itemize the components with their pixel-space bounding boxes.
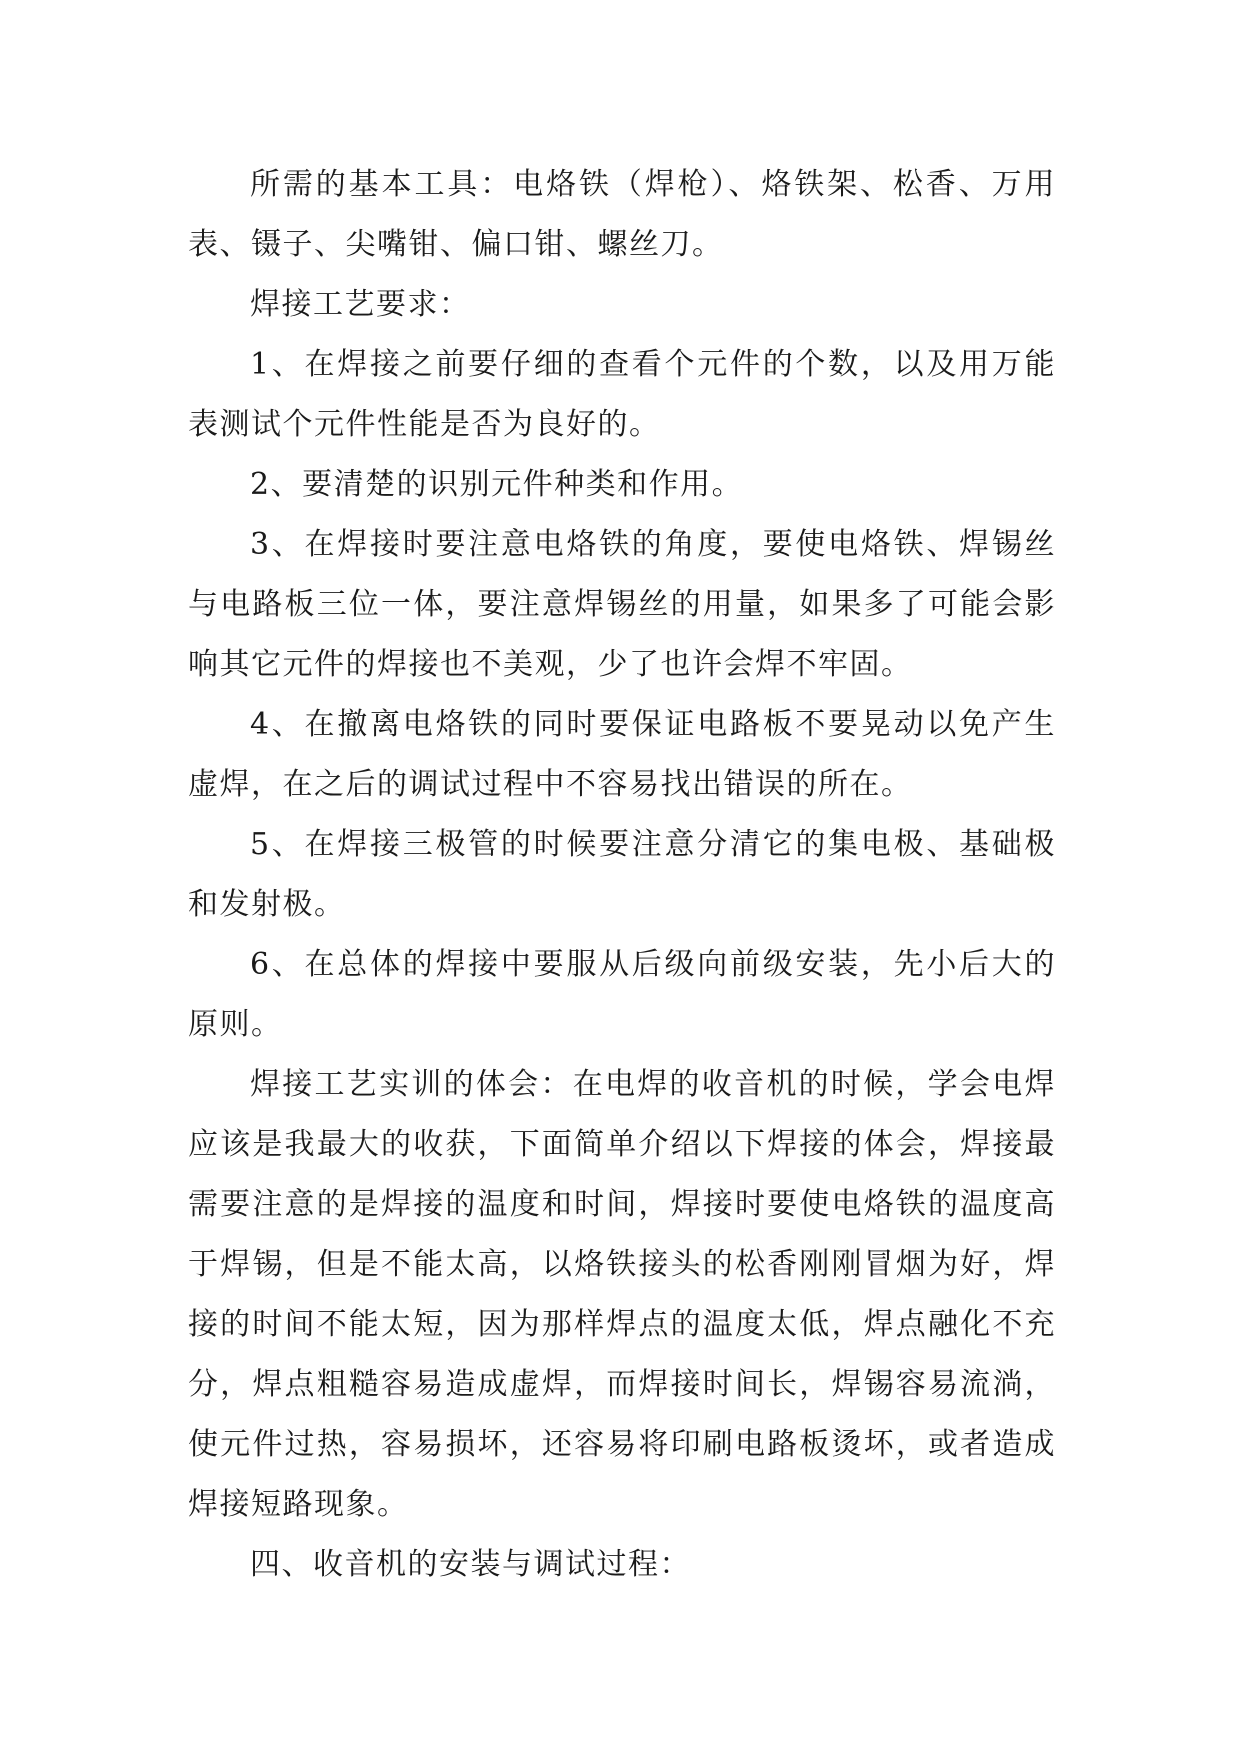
paragraph-section-four-heading: 四、收音机的安装与调试过程：	[250, 1547, 691, 1582]
document-body	[188, 155, 1056, 1595]
paragraph-requirement-2: 2、要清楚的识别元件种类和作用。	[250, 467, 744, 502]
paragraph-requirement-5: 5、在焊接三极管的时候要注意分清它的集电极、基础极和发射极。	[188, 827, 1056, 922]
paragraph-requirement-6: 6、在总体的焊接中要服从后级向前级安装，先小后大的原则。	[188, 947, 1056, 1042]
paragraph-welding-experience: 焊接工艺实训的体会：在电焊的收音机的时候，学会电焊应该是我最大的收获，下面简单介绍以下焊接的体会，焊接最需要注意的是焊接的温度和时间，焊接时要使电烙铁的温度高于焊锡，但是不能太高，以烙铁接头的松香刚刚冒烟为好，焊接的时间不能太短，因为那样焊点的温度太低，焊点融化不充分，焊点粗糙容易造成虚焊，而焊接时间长，焊锡容易流淌，使元件过热，容易损坏，还容易将印刷电路板烫坏，或者造成焊接短路现象。	[188, 1067, 1056, 1522]
paragraph-requirement-4: 4、在撤离电烙铁的同时要保证电路板不要晃动以免产生虚焊，在之后的调试过程中不容易找出错误的所在。	[188, 707, 1056, 802]
paragraph-welding-requirements-heading: 焊接工艺要求：	[250, 287, 471, 322]
paragraph-requirement-1: 1、在焊接之前要仔细的查看个元件的个数，以及用万能表测试个元件性能是否为良好的。	[188, 347, 1056, 442]
paragraph-requirement-3: 3、在焊接时要注意电烙铁的角度，要使电烙铁、焊锡丝与电路板三位一体，要注意焊锡丝的用量，如果多了可能会影响其它元件的焊接也不美观，少了也许会焊不牢固。	[188, 527, 1056, 682]
paragraph-tools: 所需的基本工具：电烙铁（焊枪）、烙铁架、松香、万用表、镊子、尖嘴钳、偏口钳、螺丝刀。	[188, 167, 1056, 262]
